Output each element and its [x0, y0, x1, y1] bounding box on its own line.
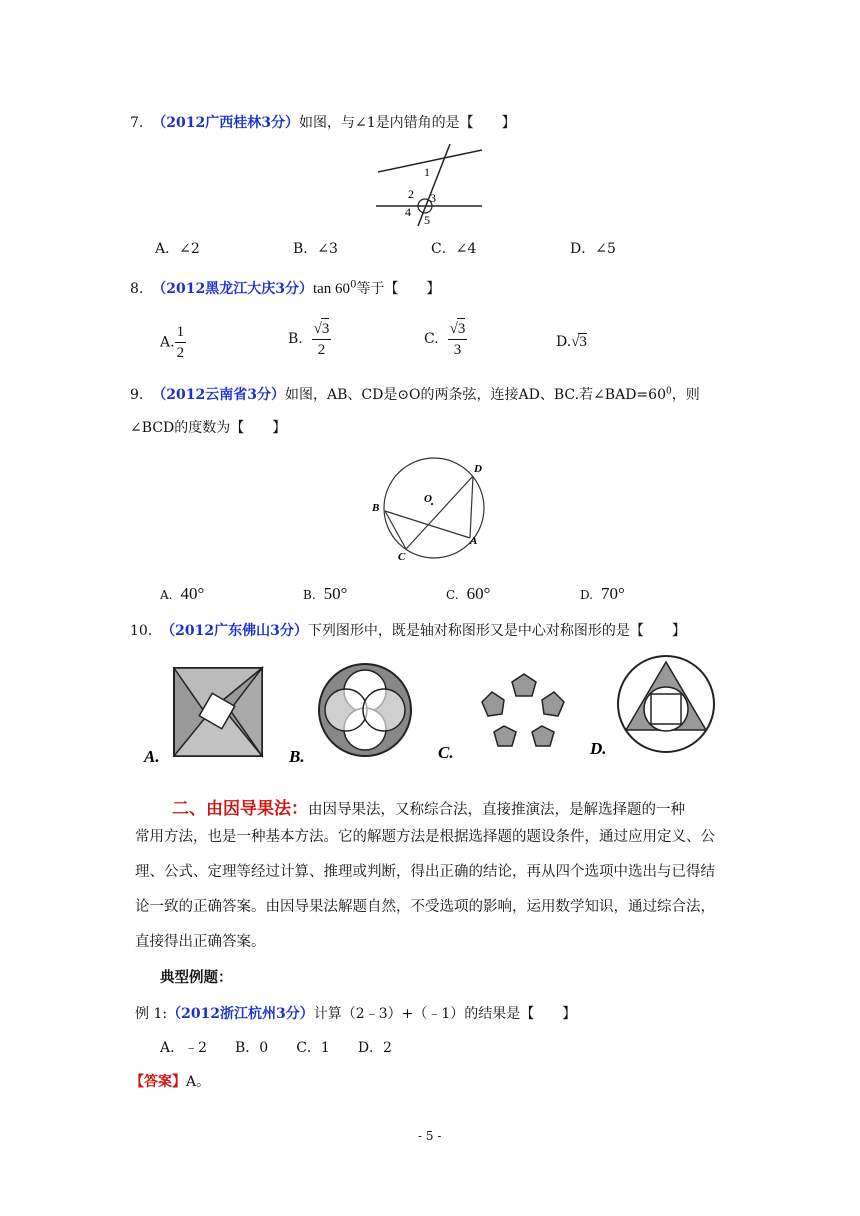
q9-label-b: B: [372, 502, 380, 514]
answer-tag: 【答案】: [130, 1074, 186, 1090]
q8-option-a: A. $\frac{1}{2}$: [160, 324, 185, 361]
q10-source: （2012广东佛山3分）: [161, 623, 308, 639]
q10-label-b: B.: [289, 747, 305, 766]
section-body: [135, 820, 735, 960]
q8-option-b: B. $\frac{√3}{2}$: [288, 318, 331, 360]
example-1-options: A．﹣2 B．0 C．1 D．2: [160, 1040, 392, 1056]
q10-figure-a: [140, 660, 270, 770]
question-7-stem: 7. （2012广西桂林3分）如图，与∠1是内错角的是【 】: [130, 115, 516, 131]
q7-option-d: D．∠5: [570, 241, 616, 257]
q7-label-1: 1: [424, 165, 430, 179]
section-heading-line: [172, 794, 685, 819]
section-line: 常用方法，也是一种基本方法。它的解题方法是根据选择题的题设条件，通过应用定义、公: [135, 829, 715, 845]
q7-label-4: 4: [405, 205, 411, 219]
q7-option-b: B．∠3: [293, 241, 338, 257]
q7-label-5: 5: [424, 213, 430, 227]
q9-label-a: A: [470, 535, 478, 547]
q7-label-2: 2: [408, 187, 414, 201]
examples-title: 典型例题：: [160, 969, 233, 986]
q10-label-c: C.: [438, 743, 454, 762]
example-1-stem: 例 1:（2012浙江杭州3分）计算（2﹣3）+（﹣1）的结果是【 】: [135, 1006, 577, 1022]
section-heading: 二、由因导果法：: [172, 799, 308, 819]
q9-figure: [370, 458, 500, 568]
question-8-stem: 8. （2012黑龙江大庆3分）tan $60^0$等于【 】: [130, 279, 441, 297]
q9-label-o: O: [424, 493, 432, 505]
question-9-stem-line2: ∠BCD的度数为【 】: [130, 420, 287, 436]
section-line: 直接得出正确答案。: [135, 934, 266, 950]
q10-figure-b: [285, 660, 425, 770]
q7-figure: [370, 140, 500, 230]
page-number: - 5 -: [418, 1129, 442, 1143]
q7-label-3: 3: [430, 191, 436, 205]
section-intro: 由因导果法，又称综合法，直接推演法，是解选择题的一种: [308, 802, 685, 818]
q7-source: （2012广西桂林3分）: [152, 115, 299, 131]
question-9-stem-line1: 9. （2012云南省3分）如图，AB、CD是⊙O的两条弦，连接AD、BC.若$\angle BAD=60^0$，则: [130, 386, 700, 403]
section-line: 论一致的正确答案。由因导果法解题自然，不受选项的影响，运用数学知识，通过综合法，: [135, 899, 715, 915]
q10-figure-c: [438, 660, 588, 770]
q9-label-d: D: [474, 463, 482, 475]
q8-option-d: D.√3: [556, 334, 587, 350]
example-1-answer: 【答案】A。: [130, 1074, 211, 1090]
question-10-stem: 10. （2012广东佛山3分）下列图形中，既是轴对称图形又是中心对称图形的是【 】: [130, 623, 686, 639]
q7-option-a: A．∠2: [155, 241, 200, 257]
q8-source: （2012黑龙江大庆3分）: [152, 281, 313, 297]
q9-option-a: A. 40°: [160, 584, 205, 603]
q9-option-c: C. 60°: [446, 584, 491, 603]
q8-option-c: C. $\frac{√3}{3}$: [424, 318, 467, 360]
section-line: 理、公式、定理等经过计算、推理或判断，得出正确的结论，再从四个选项中选出与已得结: [135, 864, 715, 880]
example-1-source: （2012浙江杭州3分）: [167, 1006, 314, 1022]
q10-label-a: A.: [144, 747, 160, 766]
q10-figure-d: [588, 652, 738, 767]
q9-option-d: D. 70°: [580, 584, 625, 603]
q10-label-d: D.: [590, 739, 607, 758]
q9-label-c: C: [398, 551, 406, 563]
q7-option-c: C．∠4: [431, 241, 477, 257]
q9-source: （2012云南省3分）: [152, 387, 285, 403]
q9-option-b: B. 50°: [303, 584, 348, 603]
